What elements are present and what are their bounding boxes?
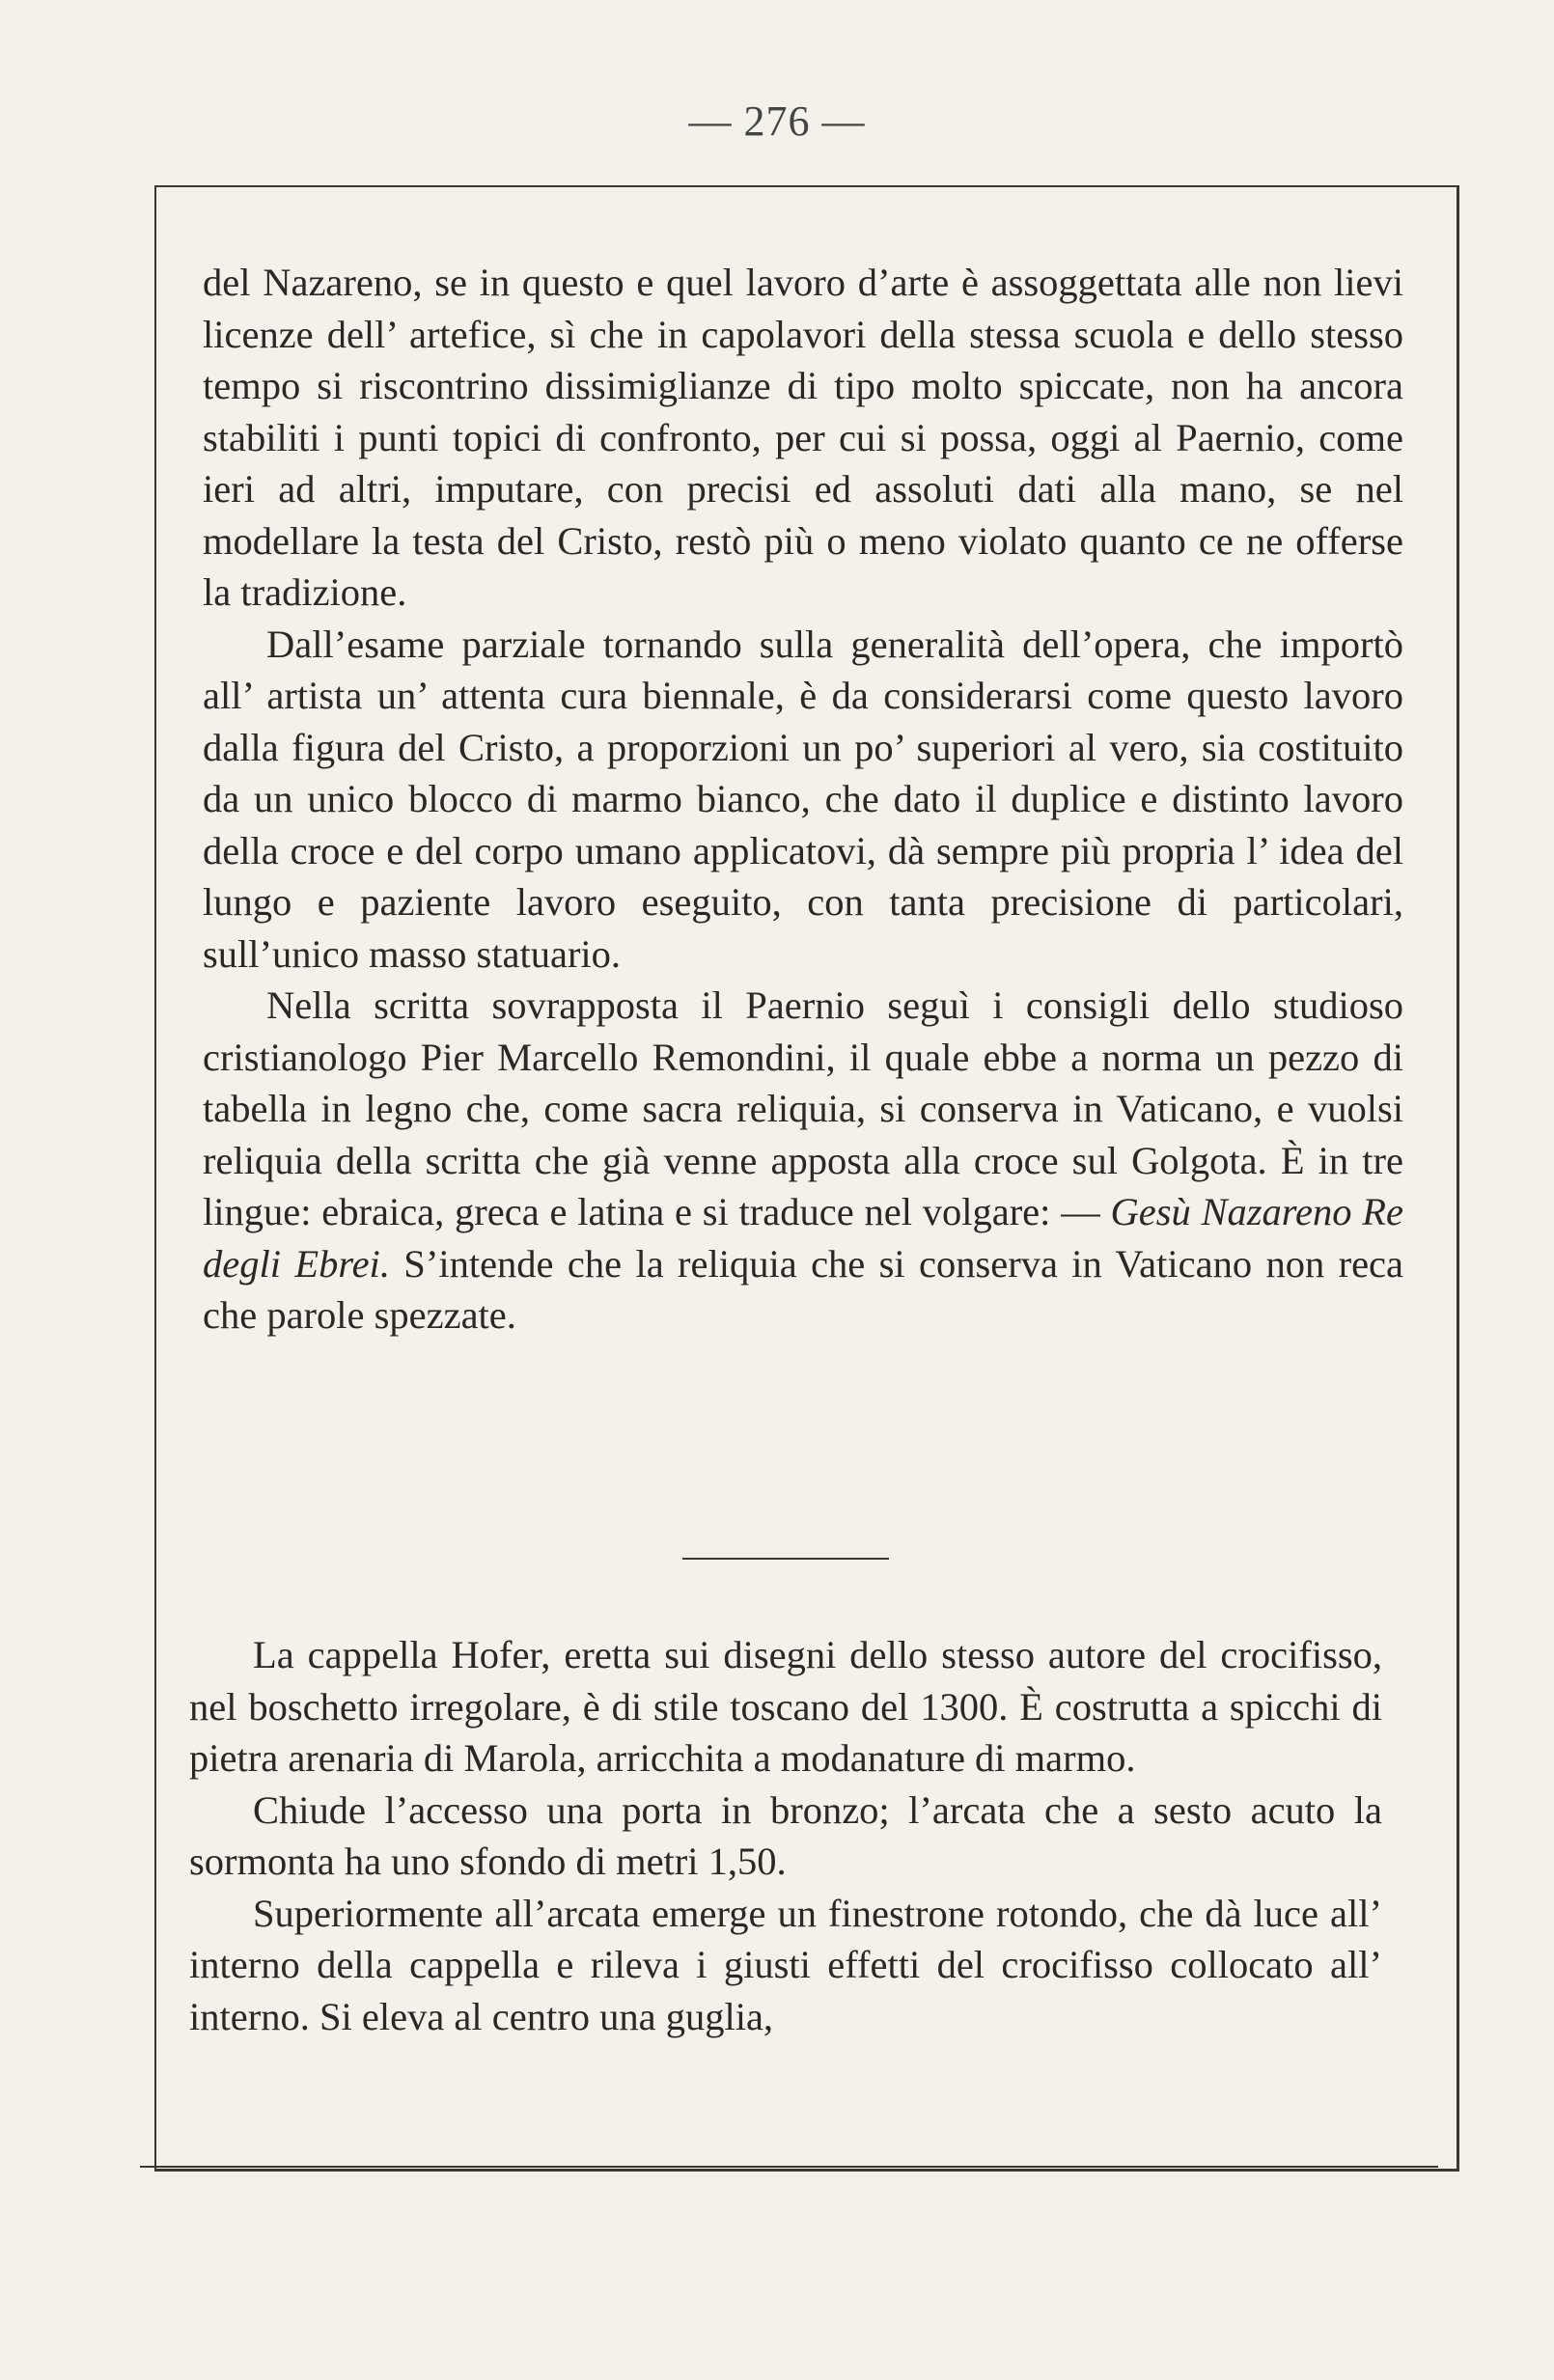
paragraph-finestrone: Superiormente all’arcata emerge un finestrone rotondo, che dà luce all’ interno della cappella e rileva i giusti effetti del crocifisso collocato all’ interno. Si eleva al centro una guglia,	[189, 1891, 1382, 2038]
paragraph-cappella: La cappella Hofer, eretta sui disegni dello stesso autore del crocifisso, nel boschetto irregolare, è di stile toscano del 1300. È costrutta a spicchi di pietra arenaria di Marola, arricchita a modanature di marmo.	[189, 1633, 1382, 1780]
scritta-text-start: Nella scritta sovrapposta il Paernio seguì i consigli dello studioso cristianologo Pier Marcello Remondini, il quale ebbe a norma un pezzo di tabella in legno che, come sacra reliquia, si conserva in Vaticano, e vuolsi reliquia della scritta che già venne apposta alla croce sul Golgota. È in tre lingue: ebraica, greca e latina e si traduce nel volgare: —	[203, 983, 1403, 1233]
section-two	[189, 1629, 1382, 2042]
paragraph-nazareno: del Nazareno, se in questo e quel lavoro d’arte è assoggettata alle non lievi licenze dell’ artefice, sì che in capolavori della stessa scuola e dello stesso tempo si riscontrino dissimiglianze di tipo molto spiccate, non ha ancora stabiliti i punti topici di confronto, per cui si possa, oggi al Paernio, come ieri ad altri, imputare, con precisi ed assoluti dati alla mano, se nel modellare la testa del Cristo, restò più o meno violato quanto ce ne offerse la tradizione.	[203, 261, 1403, 614]
page-number: — 276 —	[688, 97, 866, 145]
bottom-rule	[140, 2166, 1438, 2168]
scritta-text-end: S’intende che la reliquia che si conserva in Vaticano non reca che parole spezzate.	[203, 1241, 1403, 1337]
paragraph-porta: Chiude l’accesso una porta in bronzo; l’arcata che a sesto acuto la sormonta ha uno sfondo di metri 1,50.	[189, 1787, 1382, 1883]
paragraph-esame: Dall’esame parziale tornando sulla generalità dell’opera, che importò all’ artista un’ attenta cura biennale, è da considerarsi come questo lavoro dalla figura del Cristo, a proporzioni un po’ superiori al vero, sia costituito da un unico blocco di marmo bianco, che dato il duplice e distinto lavoro della croce e del corpo umano applicatovi, dà sempre più propria l’ idea del lungo e paziente lavoro eseguito, con tanta precisione di particolari, sull’unico masso statuario.	[203, 622, 1403, 976]
paragraph-scritta	[203, 980, 1403, 1342]
section-separator	[682, 1558, 889, 1560]
inscription-italic: Gesù Nazareno Re degli Ebrei.	[203, 1190, 1403, 1286]
section-one	[203, 257, 1403, 1342]
